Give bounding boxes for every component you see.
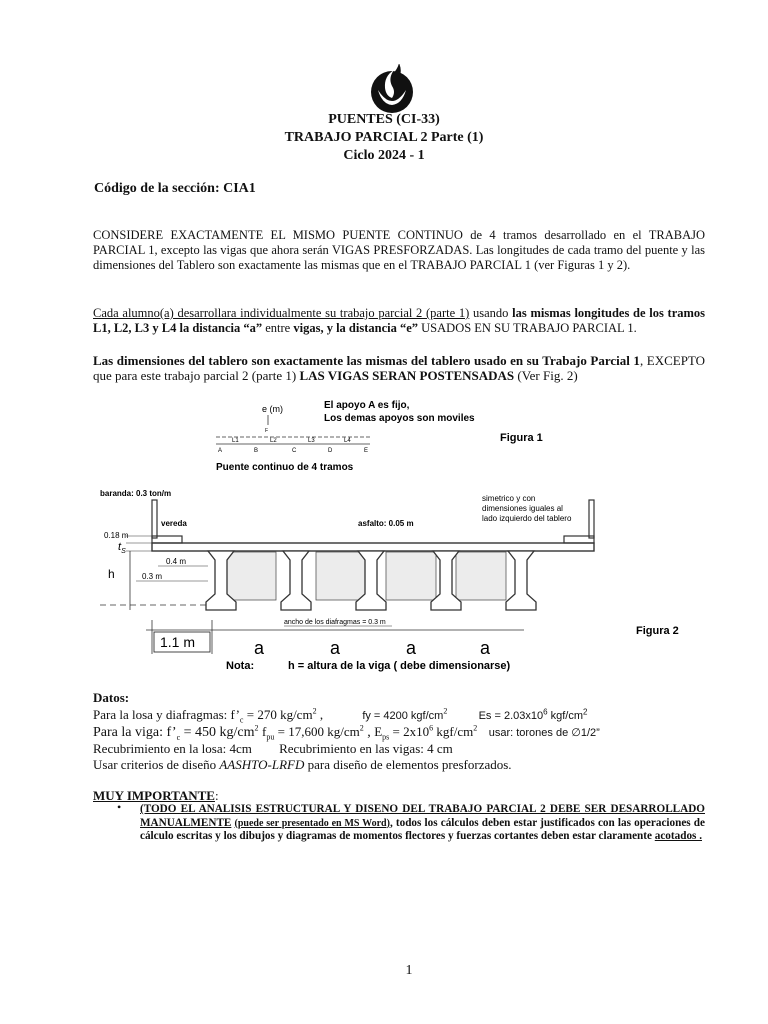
fig1-span-1: L1	[232, 438, 239, 444]
fig2-spacing-3: a	[406, 638, 417, 658]
section-code	[94, 181, 256, 197]
fig2-spacing-2: a	[330, 638, 341, 658]
instructions-paragraph	[93, 306, 705, 336]
es-value: $Es = 2.03x10^6$ kgf/$cm^2$	[478, 707, 588, 722]
university-logo	[368, 64, 416, 114]
assignment-title: TRABAJO PARCIAL 2 Parte (1)	[284, 130, 484, 145]
fig1-support-a: A	[218, 448, 223, 454]
fig1-caption: Puente continuo de 4 tramos	[216, 462, 354, 473]
datos-title: Datos:	[93, 690, 130, 705]
datos-slab-line: Para la losa y diafragmas: $f’_c = 270$ $kg/cm^2$ , fy = 4200 kgf/$cm^2$ $Es = 2.03x10^6$ kgf/$cm^2$	[93, 706, 588, 725]
p3-b1: Las dimensiones del tablero son exactamente las mismas del tablero usado en su Trabajo Parcial 1	[93, 353, 640, 368]
section-label: Código de la sección:	[94, 181, 220, 196]
strands-value: usar: torones de ∅1/2”	[488, 727, 600, 739]
p2-b1: las mismas longitudes de los tramos L1, L2, L3 y L4 la distancia “a”	[93, 306, 706, 335]
p3-b2: LAS VIGAS SERAN POSTENSADAS	[299, 368, 515, 383]
important-title: MUY IMPORTANTE	[93, 788, 215, 803]
fig2-spacing-1: a	[254, 638, 265, 658]
fig1-span-3: L3	[308, 438, 315, 444]
important-text	[140, 803, 705, 844]
fig1-supports-mobile: Los demas apoyos son moviles	[324, 413, 475, 424]
important-u-small: (puede ser presentado en MS Word)	[234, 817, 390, 829]
fig2-overhang: 1.1 m	[160, 634, 196, 650]
fig1-e-label: e (m)	[262, 404, 283, 414]
bullet: •	[117, 800, 122, 814]
fig2-symmetric-2: dimensiones iguales al	[482, 504, 563, 513]
fig2-diaphragm: ancho de los diafragmas = 0.3 m	[284, 619, 386, 626]
cover-beams: Recubrimiento en las vigas: 4 cm	[279, 741, 453, 756]
p2-t1: usando	[473, 306, 509, 320]
datos-cover-line	[93, 741, 453, 757]
fig2-dim-04: 0.4 m	[166, 557, 187, 566]
page-number: 1	[405, 963, 413, 978]
cycle-title: Ciclo 2024 - 1	[343, 148, 425, 163]
fig1-support-d: D	[328, 448, 333, 454]
datos-criteria-line	[93, 757, 512, 773]
fpu-value: $f_{pu} = 17,600$ $kg/cm^2$	[262, 723, 364, 742]
criteria-pre: Usar criterios de diseño	[93, 757, 217, 772]
beam-sub: c	[176, 732, 181, 742]
fig2-title: Figura 2	[636, 625, 679, 637]
fig2-dim-018: 0.18 m	[104, 531, 129, 540]
fig2-symmetric-1: simetrico y con	[482, 494, 536, 503]
fig1-support-b: B	[254, 448, 259, 454]
course-title: PUENTES (CI-33)	[328, 112, 440, 127]
beam-prefix: Para la viga: f’	[93, 725, 177, 740]
important-heading	[93, 788, 219, 804]
figure-1	[210, 392, 570, 477]
slab-sub: c	[239, 715, 244, 725]
fig1-support-e: E	[364, 448, 369, 454]
criteria-code: AASHTO-LRFD	[219, 757, 305, 772]
cover-slab: Recubrimiento en la losa: 4cm	[93, 741, 252, 756]
fig2-asphalt: asfalto: 0.05 m	[358, 519, 414, 528]
important-colon: :	[214, 788, 219, 803]
figure-2	[96, 482, 700, 674]
fig2-spacing-4: a	[480, 638, 491, 658]
fig2-note-text: h = altura de la viga ( debe dimensionarse)	[288, 660, 511, 672]
fig2-h: h	[108, 567, 115, 581]
fig1-span-4: L4	[344, 438, 351, 444]
fig2-sidewalk: vereda	[161, 519, 187, 528]
deck-paragraph	[93, 353, 705, 383]
p2-t3: USADOS EN SU TRABAJO PARCIAL 1.	[421, 321, 637, 335]
fig2-symmetric-3: lado izquierdo del tablero	[482, 514, 572, 523]
fig1-title: Figura 1	[500, 432, 543, 444]
datos-beam-line: Para la viga: $f’_c = 450$ $kg/cm^2$ $f_{pu} = 17,600$ $kg/cm^2$ , $E_{ps} = 2x10^6$ kgf/$cm^2$ usar: torones de ∅1/2”	[93, 723, 600, 742]
p3-t2: (Ver Fig. 2)	[517, 368, 578, 383]
section-value: CIA1	[223, 181, 256, 196]
p2-underlined: Cada alumno(a) desarrollara individualmente su trabajo parcial 2 (parte 1)	[93, 306, 470, 320]
important-rest: , todos los cálculos deben estar justificados con las operaciones de cálculo escritas y los dibujos y diagramas de momentos flectores y fuerzas cortantes deben estar claramente	[140, 816, 705, 842]
p3-t1: , EXCEPTO que para este trabajo parcial 2 (parte 1)	[93, 353, 706, 383]
fig2-ts: $t_S$	[118, 541, 126, 555]
important-u1: (TODO EL ANALISIS ESTRUCTURAL Y DISENO DEL TRABAJO PARCIAL 2 DEBE SER DESARROLLADO MANUALMENTE	[140, 803, 705, 829]
slab-val: = 270 kg/cm	[243, 707, 313, 722]
fy-value: fy = 4200 kgf/cm	[362, 710, 444, 722]
eps-value: $E_{ps} = 2x10^6$ kgf/$cm^2$	[374, 723, 478, 742]
beam-val: = 450 kg/cm	[180, 725, 255, 740]
p2-b2: vigas, y la distancia “e”	[293, 321, 419, 335]
p2-t2: entre	[265, 321, 291, 335]
intro-paragraph: CONSIDERE EXACTAMENTE EL MISMO PUENTE CONTINUO de 4 tramos desarrollado en el TRABAJO PARCIAL 1, excepto las vigas que ahora serán VIGAS PRESFORZADAS. Las longitudes de cada tramo del puente y las dimensiones del Tablero son exactamente las mismas que en el TRABAJO PARCIAL 1 (ver Figuras 1 y 2).	[93, 228, 705, 272]
fig2-railing: baranda: 0.3 ton/m	[100, 489, 172, 498]
fig1-span-2: L2	[270, 438, 277, 444]
slab-prefix: Para la losa y diafragmas: f’	[93, 707, 240, 722]
fig2-dim-03: 0.3 m	[142, 572, 163, 581]
important-u-end: acotados .	[654, 830, 702, 842]
fig1-f-label: F	[265, 428, 269, 434]
fig1-support-fixed: El apoyo A es fijo,	[324, 400, 410, 411]
fig2-note-label: Nota:	[226, 660, 255, 672]
criteria-post: para diseño de elementos presforzados.	[307, 757, 512, 772]
fig1-support-c: C	[292, 448, 297, 454]
